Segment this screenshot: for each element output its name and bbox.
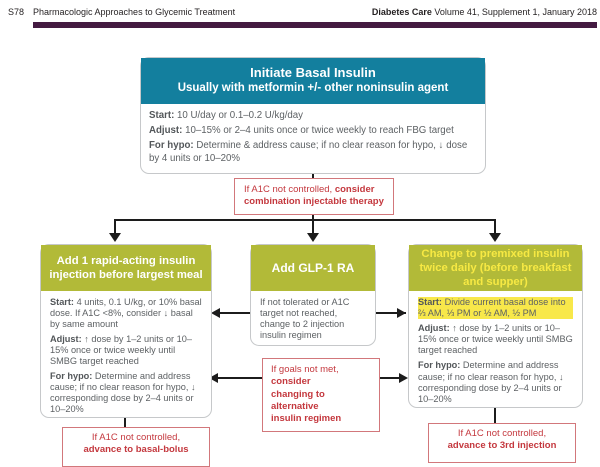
hypo-item (418, 360, 573, 404)
initiate-basal-insulin-body (141, 104, 485, 174)
glp1-ra-card (250, 244, 376, 346)
page-number: S78 (8, 7, 25, 17)
hypo-label: For hypo: (149, 140, 194, 152)
arrowhead-left-glp1-icon (211, 308, 220, 318)
hypo-label: For hypo: (50, 371, 93, 382)
card-title: Initiate Basal Insulin (250, 65, 376, 80)
adjust-item (418, 323, 573, 356)
decision-line: If goals not met, consider (271, 364, 339, 388)
decision-line: changing to alternative (271, 388, 325, 413)
initiate-basal-insulin-header (141, 58, 485, 104)
connector-drop-middle (312, 219, 314, 234)
start-item (50, 297, 202, 330)
connector-drop-right (494, 219, 496, 234)
decision-basal-bolus (62, 427, 210, 467)
start-text: 10 U/day or 0.1–0.2 U/kg/day (177, 109, 304, 121)
adjust-label: Adjust: (418, 323, 450, 334)
decision-combination-injectable (234, 178, 394, 215)
arrowhead-down-left-icon (109, 233, 121, 242)
rapid-acting-insulin-body (41, 291, 211, 423)
decision-line: insulin regimen (271, 413, 342, 425)
start-label: Start: (149, 109, 175, 121)
decision-line: If A1C not controlled, consider (244, 184, 375, 195)
hypo-label: For hypo: (418, 360, 461, 371)
card-subtitle: Usually with metformin +/- other noninsulin agent (177, 82, 449, 95)
rapid-acting-insulin-card (40, 244, 212, 418)
hypo-text: Determine & address cause; if no clear reason for hypo, ↓ dose by 4 units or 10–20% (149, 140, 468, 164)
decision-line: If A1C not controlled, (91, 432, 181, 443)
start-label: Start: (50, 297, 74, 307)
premixed-insulin-header: Change to premixed insulin twice daily (before breakfast and supper) (409, 245, 582, 291)
initiate-basal-insulin-card (140, 57, 486, 174)
glp1-ra-header: Add GLP-1 RA (251, 245, 375, 291)
start-item (149, 110, 477, 122)
adjust-label: Adjust: (149, 125, 183, 137)
adjust-text: 10–15% or 2–4 units once or twice weekly to reach FBG target (185, 125, 454, 137)
journal-citation (372, 7, 597, 17)
connector-glp1-to-left (220, 312, 252, 314)
journal-volume: Volume 41, Supplement 1, January 2018 (431, 7, 597, 17)
glp1-ra-text: If not tolerated or A1C target not reached, change to 2 injection insulin regimen (260, 297, 350, 341)
hypo-text: Determine and address cause; if no clear reason for hypo, ↓ corresponding dose by 2–4 units or 10–20% (50, 371, 196, 415)
decision-line: advance to 3rd injection (447, 440, 557, 452)
decision-third-injection (428, 423, 576, 463)
premixed-insulin-card (408, 244, 583, 408)
arrowhead-right-glp1-icon (397, 308, 406, 318)
arrowhead-right-alternative-icon (399, 373, 408, 383)
adjust-item (149, 125, 477, 137)
premixed-insulin-body (409, 291, 582, 412)
adjust-label: Adjust: (50, 334, 82, 345)
decision-alternative-regimen (262, 358, 380, 432)
adjust-item (50, 334, 202, 367)
decision-line: combination injectable therapy (244, 196, 384, 208)
decision-line: If A1C not controlled, (457, 428, 547, 439)
start-item-highlighted (418, 297, 573, 319)
start-text: Divide current basal dose into ⅔ AM, ⅓ PM or ½ AM, ½ PM (418, 297, 566, 319)
adjust-text: ↑ dose by 1–2 units or 10–15% once or twice weekly until SMBG target reached (418, 323, 573, 356)
journal-name: Diabetes Care (371, 7, 432, 17)
hypo-item (50, 371, 202, 415)
connector-horizontal-split (114, 219, 496, 221)
glp1-ra-body (251, 291, 375, 349)
header-divider-bar (33, 22, 597, 28)
start-text: 4 units, 0.1 U/kg, or 10% basal dose. If A1C <8%, consider ↓ basal by same amount (50, 297, 202, 330)
hypo-text: Determine and address cause; if no clear reason for hypo, ↓ corresponding dose by 2–4 units or 10–20% (418, 360, 564, 404)
arrowhead-down-right-icon (489, 233, 501, 242)
connector-drop-left (114, 219, 116, 234)
adjust-text: ↑ dose by 1–2 units or 10–15% once or twice weekly until SMBG target reached (50, 334, 192, 367)
decision-line: advance to basal-bolus (83, 444, 189, 456)
arrowhead-down-middle-icon (307, 233, 319, 242)
rapid-acting-insulin-header: Add 1 rapid-acting insulin injection before largest meal (41, 245, 211, 291)
running-title: Pharmacologic Approaches to Glycemic Treatment (33, 7, 236, 17)
start-label: Start: (418, 297, 442, 308)
connector-alternative-to-left (218, 377, 264, 379)
hypo-item (149, 140, 477, 165)
